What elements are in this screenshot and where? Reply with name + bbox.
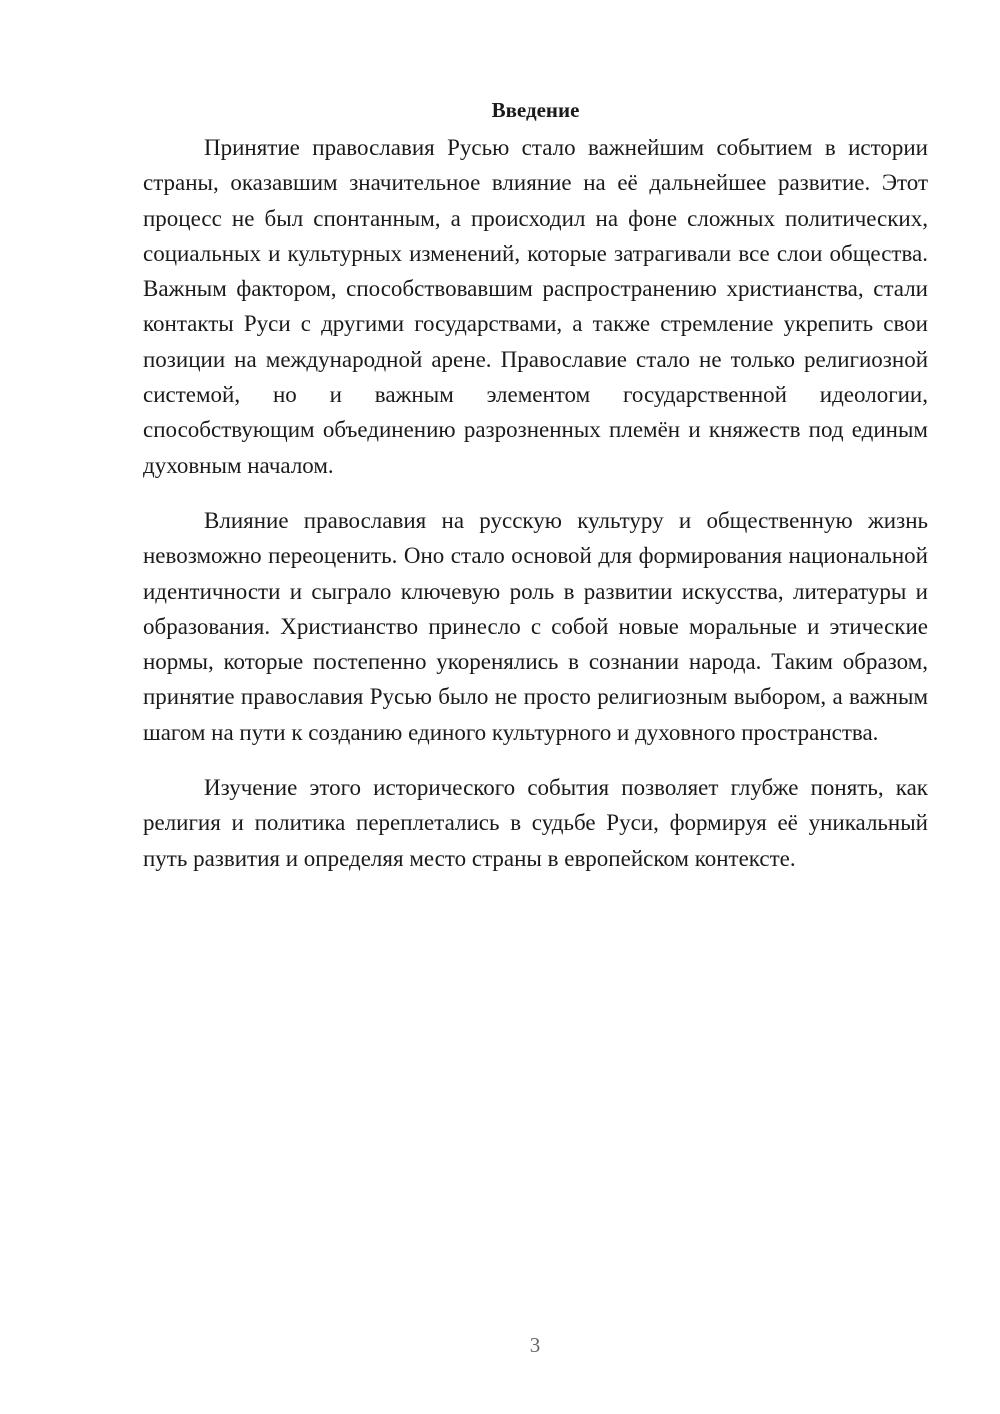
paragraph-1: Принятие православия Русью стало важнейшим событием в истории страны, оказавшим значительное влияние на её дальнейшее развитие. Этот процесс не был спонтанным, а происходил на фоне сложных политических, социальных и культурных изменений, которые затрагивали все слои общества. Важным фактором, способствовавшим распространению христианства, стали контакты Руси с другими государствами, а также стремление укрепить свои позиции на международной арене. Православие стало не только религиозной системой, но и важным элементом государственной идеологии, способствующим объединению разрозненных племён и княжеств под единым духовным началом. — [143, 135, 928, 478]
paragraph-3: Изучение этого исторического события позволяет глубже понять, как религия и политика переплетались в судьбе Руси, формируя её уникальный путь развития и определяя место страны в европейском контексте. — [143, 775, 928, 871]
page-number: 3 — [529, 1333, 541, 1357]
section-heading: Введение — [491, 98, 580, 122]
page-content — [143, 92, 928, 896]
paragraph-2: Влияние православия на русскую культуру и общественную жизнь невозможно переоценить. Оно стало основой для формирования национальной идентичности и сыграло ключевую роль в развитии искусства, литературы и образования. Христианство принесло с собой новые моральные и этические нормы, которые постепенно укоренялись в сознании народа. Таким образом, принятие православия Русью было не просто религиозным выбором, а важным шагом на пути к созданию единого культурного и духовного пространства. — [143, 507, 928, 745]
